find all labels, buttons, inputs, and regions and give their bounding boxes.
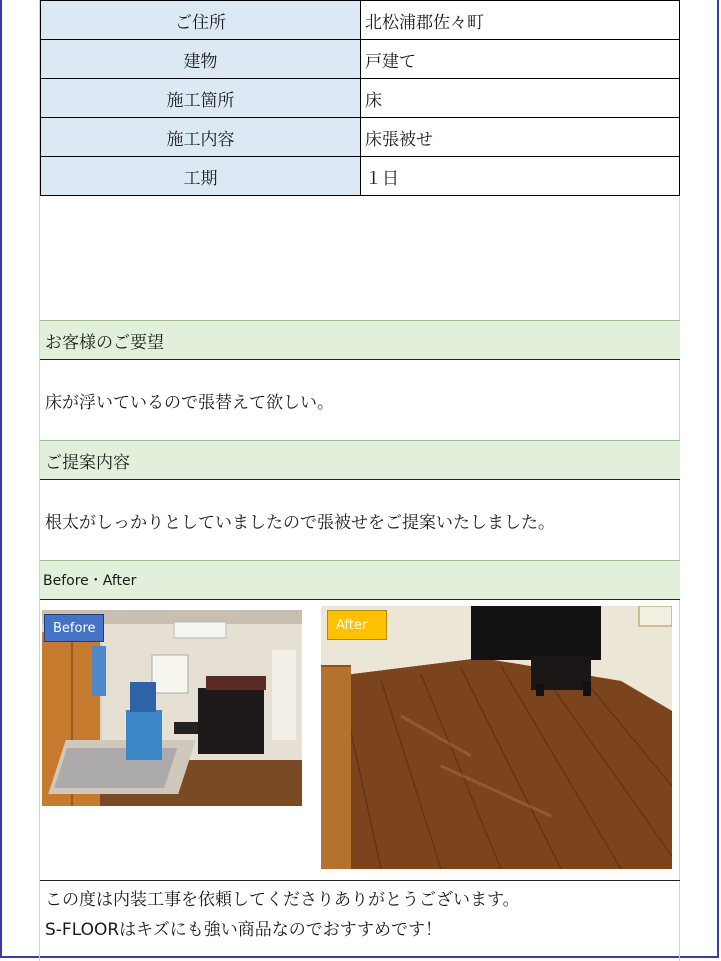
before-after-heading: Before・After bbox=[40, 560, 680, 600]
duration-label: 工期 bbox=[41, 157, 361, 196]
building-label: 建物 bbox=[41, 40, 361, 79]
after-photo bbox=[321, 606, 672, 869]
address-label: ご住所 bbox=[41, 1, 361, 40]
location-label: 施工箇所 bbox=[41, 79, 361, 118]
work-label: 施工内容 bbox=[41, 118, 361, 157]
after-label: After bbox=[336, 617, 368, 633]
work-value: 床張被せ bbox=[361, 118, 680, 157]
before-label: Before bbox=[53, 620, 96, 636]
closing-message bbox=[40, 880, 680, 960]
table-row bbox=[41, 79, 680, 118]
address-value: 北松浦郡佐々町 bbox=[361, 1, 680, 40]
after-badge bbox=[327, 610, 387, 640]
duration-value: １日 bbox=[361, 157, 680, 196]
building-value: 戸建て bbox=[361, 40, 680, 79]
proposal-text: 根太がしっかりとしていましたので張被せをご提案いたしました。 bbox=[45, 512, 555, 533]
closing-line-1: この度は内装工事を依頼してくださりありがとうございます。 bbox=[45, 890, 520, 910]
request-heading: お客様のご要望 bbox=[40, 320, 680, 360]
proposal-heading: ご提案内容 bbox=[40, 440, 680, 480]
table-row bbox=[41, 1, 680, 40]
location-value: 床 bbox=[361, 79, 680, 118]
closing-line-2: S-FLOORはキズにも強い商品なのでおすすめです！ bbox=[45, 920, 442, 940]
table-row bbox=[41, 40, 680, 79]
table-row bbox=[41, 118, 680, 157]
request-text: 床が浮いているので張替えて欲しい。 bbox=[45, 392, 334, 413]
before-badge bbox=[44, 614, 104, 642]
info-table bbox=[40, 0, 680, 196]
table-row bbox=[41, 157, 680, 196]
